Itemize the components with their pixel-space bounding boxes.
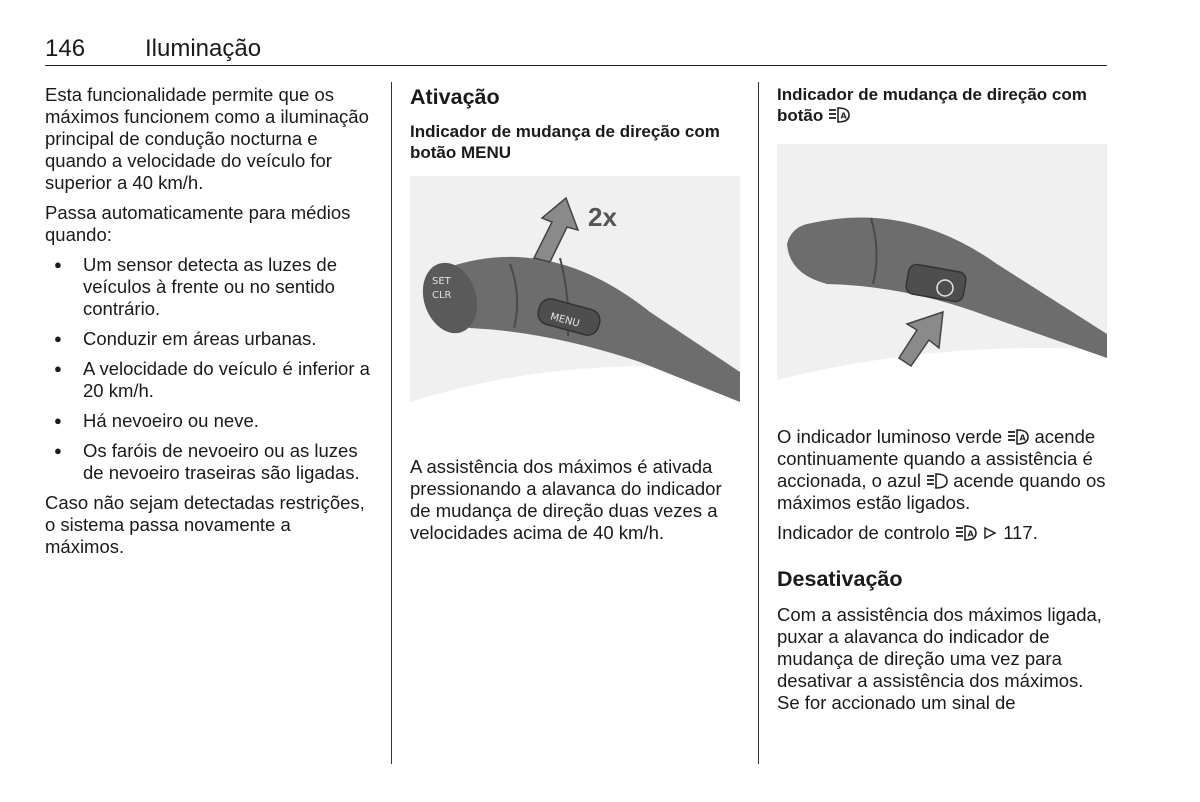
subheading-button-lever xyxy=(777,84,1107,126)
svg-text:A: A xyxy=(967,529,974,539)
set-label: SET xyxy=(432,276,451,287)
conditions-list xyxy=(45,254,375,484)
section-heading-activation: Ativação xyxy=(410,85,500,109)
list-item: ● Um sensor detecta as luzes de veículos à frente ou no sentido contrário. xyxy=(45,254,375,320)
svg-text:A: A xyxy=(840,111,847,121)
indicator-text-green: O indicador luminoso verde xyxy=(777,426,1003,447)
indicator-text-on: acende quando os máximos estão ligados. xyxy=(777,470,1106,513)
lever-button-illustration xyxy=(777,144,1107,408)
control-indicator-paragraph xyxy=(777,522,1107,544)
page-title: Iluminação xyxy=(145,35,262,62)
menu-button-label: MENU xyxy=(549,311,581,330)
deactivation-paragraph: Com a assistência dos máximos ligada, puxar a alavanca do indicador de mudança de direção uma vez para desativar a assistência dos máximos. Se for accionado um sinal de xyxy=(777,604,1102,713)
lead-paragraph: Passa automaticamente para médios quando: xyxy=(45,202,351,245)
figure-lever-button xyxy=(777,144,1107,408)
high-beam-icon xyxy=(926,473,948,489)
page-reference-arrow-icon xyxy=(982,525,998,541)
page-header xyxy=(45,33,1107,66)
column-divider xyxy=(758,82,759,764)
list-item: ● Conduzir em áreas urbanas. xyxy=(45,328,375,350)
lever-menu-illustration xyxy=(410,176,740,440)
list-item: ● Os faróis de nevoeiro ou as luzes de nevoeiro traseiras são ligadas. xyxy=(45,440,375,484)
page-number: 146 xyxy=(45,35,86,62)
press-count-label: 2x xyxy=(588,202,617,232)
auto-high-beam-icon xyxy=(1007,429,1029,445)
auto-high-beam-icon xyxy=(955,525,977,541)
column-left xyxy=(45,84,375,558)
column-divider xyxy=(391,82,392,764)
indicator-paragraph xyxy=(777,426,1107,514)
closing-paragraph: Caso não sejam detectadas restrições, o sistema passa novamente a máximos. xyxy=(45,492,365,557)
section-heading-deactivation: Desativação xyxy=(777,567,903,591)
auto-high-beam-icon xyxy=(828,107,850,123)
intro-paragraph: Esta funcionalidade permite que os máximos funcionem como a iluminação principal de condução nocturna e quando a velocidade do veículo for superior a 40 km/h. xyxy=(45,84,369,193)
figure-lever-menu xyxy=(410,176,740,440)
column-right xyxy=(777,84,1107,714)
subheading-menu-lever: Indicador de mudança de direção com botão MENU xyxy=(410,122,720,162)
subheading-text: Indicador de mudança de direção com botão xyxy=(777,85,1087,125)
clr-label: CLR xyxy=(432,290,452,301)
column-middle xyxy=(410,84,742,544)
list-item: ● A velocidade do veículo é inferior a 20 km/h. xyxy=(45,358,375,402)
control-indicator-text: Indicador de controlo xyxy=(777,522,950,543)
page-reference: 117. xyxy=(1003,522,1038,543)
activation-paragraph: A assistência dos máximos é ativada pressionando a alavanca do indicador de mudança de direção duas vezes a velocidades acima de 40 km/h. xyxy=(410,456,722,543)
list-item: ● Há nevoeiro ou neve. xyxy=(45,410,375,432)
svg-text:A: A xyxy=(1019,433,1027,443)
indicator-text-blue: acende continuamente quando a assistência é accionada, o azul xyxy=(777,426,1096,491)
